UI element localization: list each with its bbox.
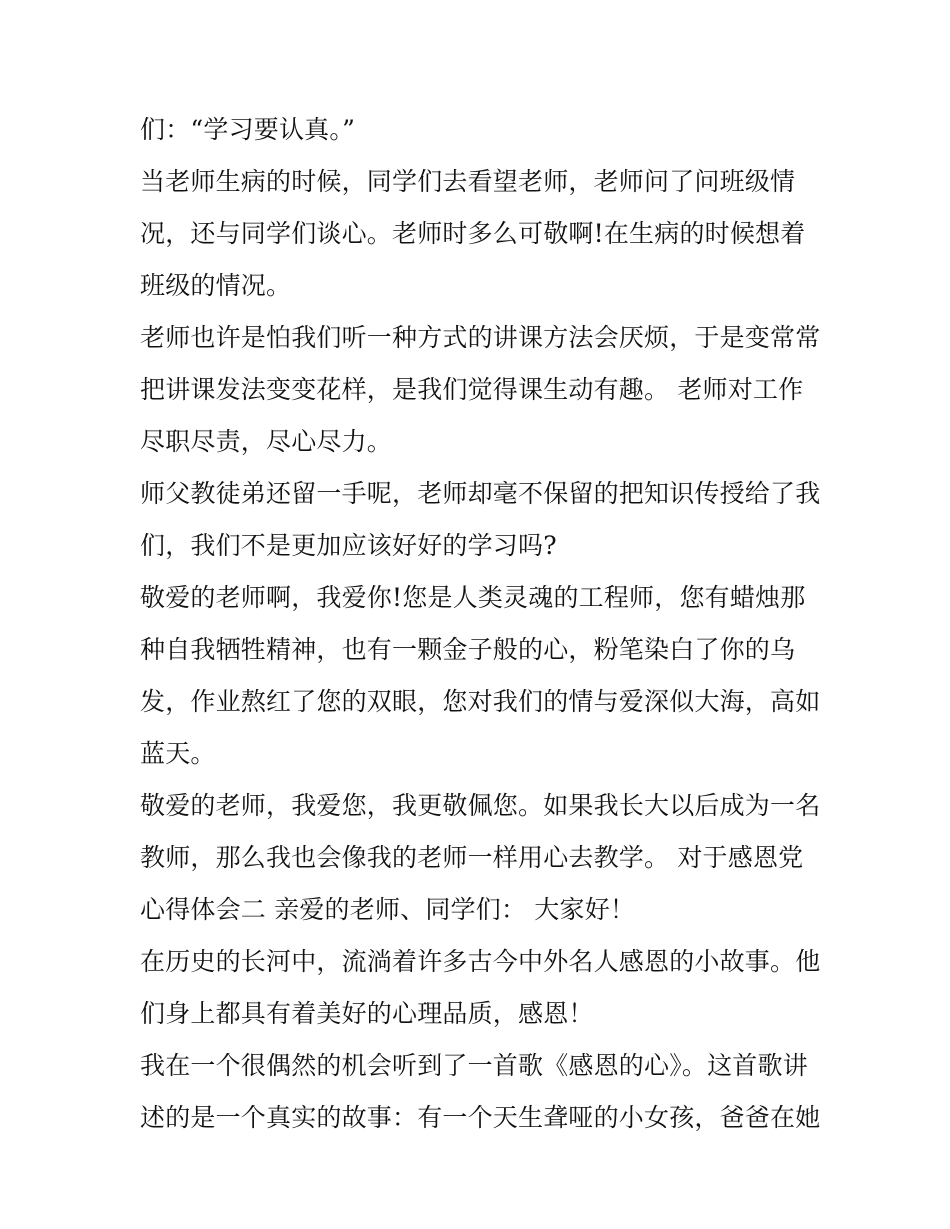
- text-line: 发，作业熬红了您的双眼，您对我们的情与爱深似大海，高如: [140, 687, 821, 716]
- text-line: 们：“学习要认真。”: [140, 115, 356, 144]
- text-line: 述的是一个真实的故事：有一个天生聋哑的小女孩，爸爸在她: [140, 1103, 821, 1132]
- text-line: 种自我牺牲精神，也有一颗金子般的心，粉笔染白了你的乌: [140, 635, 796, 664]
- text-line: 老师也许是怕我们听一种方式的讲课方法会厌烦，于是变常常: [140, 323, 821, 352]
- text-line: 敬爱的老师，我爱您，我更敬佩您。如果我长大以后成为一名: [140, 791, 821, 820]
- text-line: 班级的情况。: [140, 271, 292, 300]
- text-line: 况，还与同学们谈心。老师时多么可敬啊!在生病的时候想着: [140, 219, 806, 248]
- document-body: [140, 104, 820, 1144]
- text-line: 们，我们不是更加应该好好的学习吗?: [140, 531, 557, 560]
- text-line: 当老师生病的时候，同学们去看望老师，老师问了问班级情: [140, 167, 796, 196]
- text-line: 尽职尽责，尽心尽力。: [140, 427, 393, 456]
- text-line: 把讲课发法变变花样，是我们觉得课生动有趣。 老师对工作: [140, 375, 804, 404]
- text-line: 心得体会二 亲爱的老师、同学们： 大家好！: [140, 895, 636, 924]
- text-line: 们身上都具有着美好的心理品质，感恩！: [140, 999, 594, 1028]
- text-line: 我在一个很偶然的机会听到了一首歌《感恩的心》。这首歌讲: [140, 1051, 808, 1080]
- text-line: 敬爱的老师啊，我爱你!您是人类灵魂的工程师，您有蜡烛那: [140, 583, 806, 612]
- text-line: 师父教徒弟还留一手呢，老师却毫不保留的把知识传授给了我: [140, 479, 821, 508]
- text-line: 蓝天。: [140, 739, 216, 768]
- text-line: 教师，那么我也会像我的老师一样用心去教学。 对于感恩党: [140, 843, 804, 872]
- text-line: 在历史的长河中，流淌着许多古今中外名人感恩的小故事。他: [140, 947, 821, 976]
